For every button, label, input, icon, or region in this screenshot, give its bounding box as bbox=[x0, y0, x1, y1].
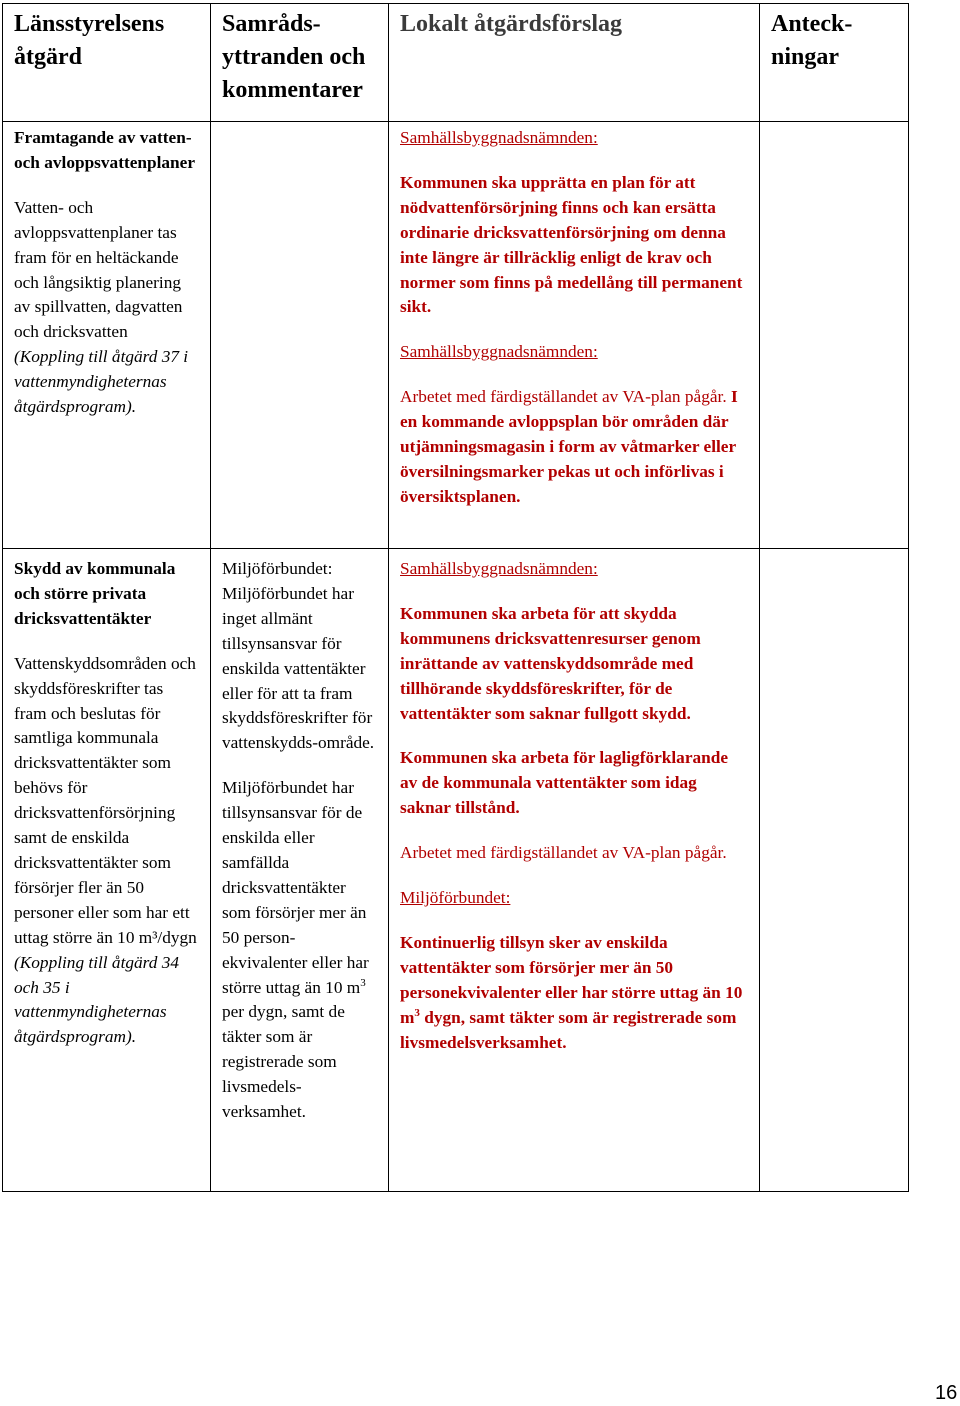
row2-measure-title: Skydd av kommunala och större privata dricksvattentäkter bbox=[14, 559, 176, 628]
measures-table bbox=[2, 3, 909, 1192]
row2-comments-cell bbox=[211, 549, 389, 1192]
row1-proposal-heading-1: Samhällsbyggnadsnämnden: bbox=[400, 128, 598, 147]
row2-measure-reference: (Koppling till åtgärd 34 och 35 i vattenmyndigheternas åtgärdsprogram). bbox=[14, 952, 179, 1047]
row1-proposal-text-2: Arbetet med färdigställandet av VA-plan pågår. I en kommande avloppsplan bör områden där utjämningsmagasin i form av våtmarker eller översilningsmarker pekas ut och införlivas i översiktsplanen. bbox=[400, 387, 738, 506]
row1-notes-cell bbox=[760, 122, 909, 549]
row1-measure-reference: (Koppling till åtgärd 37 i vattenmyndigheternas åtgärdsprogram). bbox=[14, 347, 189, 417]
header-lansstyrelsens-atgard: Länsstyrelsens åtgärd bbox=[3, 4, 211, 122]
row1-measure-cell bbox=[3, 122, 211, 549]
table-header-row bbox=[3, 4, 909, 122]
row2-proposal-heading-1: Samhällsbyggnadsnämnden: bbox=[400, 559, 598, 578]
row2-proposal-text-3: Arbetet med färdigställandet av VA-plan pågår. bbox=[400, 843, 727, 863]
row2-comment-1: Miljöförbundet: Miljöförbundet har inget allmänt tillsynsansvar för enskilda vattentäkter eller för att ta fram skyddsföreskrifter för vattenskydds-område. bbox=[222, 559, 375, 753]
row2-local-proposal-cell bbox=[389, 549, 760, 1192]
table-row bbox=[3, 549, 909, 1192]
row2-notes-cell bbox=[760, 549, 909, 1192]
header-anteckningar: Anteck-ningar bbox=[760, 4, 909, 122]
row1-proposal-text-1: Kommunen ska upprätta en plan för att nödvattenförsörjning finns och kan ersätta ordinarie dricksvattenförsörjning om denna inte längre är tillräcklig enligt de krav och normer som finns på medellång till permanent sikt. bbox=[400, 172, 743, 317]
row2-measure-cell bbox=[3, 549, 211, 1192]
row1-proposal-heading-2: Samhällsbyggnadsnämnden: bbox=[400, 342, 598, 362]
page-number: 16 bbox=[935, 1382, 958, 1404]
row1-measure-title: Framtagande av vatten- och avloppsvattenplaner bbox=[14, 128, 195, 172]
table-row bbox=[3, 122, 909, 549]
row2-proposal-text-2: Kommunen ska arbeta för lagligförklarande av de kommunala vattentäkter som idag saknar tillstånd. bbox=[400, 748, 729, 818]
row2-measure-body: Vattenskyddsområden och skyddsföreskrifter tas fram och beslutas för samtliga kommunala dricksvattentäkter som behövs för dricksvattenförsörjning samt de enskilda dricksvattentäkter som försörjer fler än 50 personer eller som har ett uttag större än 10 m³/dygn (Koppling till åtgärd 34 och 35 i vattenmyndigheternas åtgärdsprogram). bbox=[14, 653, 197, 1047]
row2-comment-2: Miljöförbundet har tillsynsansvar för de enskilda eller samfällda dricksvattentäkter som försörjer mer än 50 person-ekvivalenter eller har större uttag än 10 $m^3$ per dygn, samt de täkter som är registrerade som livsmedels-verksamhet. bbox=[222, 778, 369, 1122]
row2-proposal-text-4: Kontinuerlig tillsyn sker av enskilda vattentäkter som försörjer mer än 50 personekvivalenter eller har större uttag än 10 $m^3$ dygn, samt täkter som är registrerade som livsmedelsverksamhet. bbox=[400, 932, 743, 1052]
header-lokalt-atgardsforslag: Lokalt åtgärdsförslag bbox=[389, 4, 760, 122]
row1-local-proposal-cell bbox=[389, 122, 760, 549]
row1-measure-body: Vatten- och avloppsvattenplaner tas fram för en heltäckande och långsiktig planering av spillvatten, dagvatten och dricksvatten (Koppling till åtgärd 37 i vattenmyndigheternas åtgärdsprogram). bbox=[14, 197, 189, 417]
row1-comments-cell bbox=[211, 122, 389, 549]
header-samradsyttranden: Samråds-yttranden och kommentarer bbox=[211, 4, 389, 122]
row2-proposal-text-1: Kommunen ska arbeta för att skydda kommunens dricksvattenresurser genom inrättande av vattenskyddsområde med tillhörande skyddsföreskrifter, för de vattentäkter som saknar fullgott skydd. bbox=[400, 603, 701, 723]
row2-proposal-heading-2: Miljöförbundet: bbox=[400, 888, 511, 908]
